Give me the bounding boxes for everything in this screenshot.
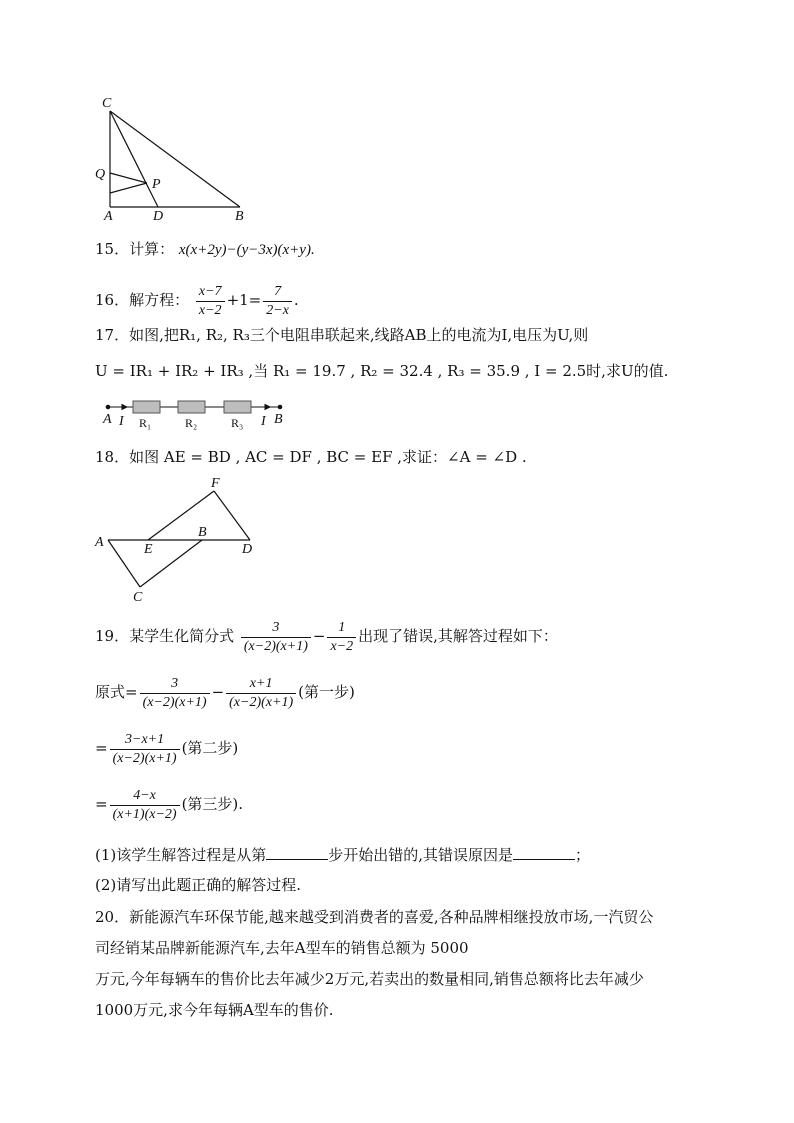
fraction: $\frac{x+1}{(x-2)(x+1)}$ <box>226 675 296 712</box>
question-17-line-1: 17．如图,把R₁, R₂, R₃三个电阻串联起来,线路AB上的电流为I,电压为U,则 <box>95 326 589 344</box>
step-3: = $\frac{4-x}{(x+1)(x-2)}$ (第三步). <box>95 787 244 822</box>
question-number: 20． <box>95 908 130 926</box>
label-D: D <box>153 209 164 224</box>
question-20-line-3: 万元,今年每辆车的售价比去年减少2万元,若卖出的数量相同,销售总额将比去年减少 <box>95 970 644 988</box>
question-15 <box>95 238 315 261</box>
label-I-left: I <box>119 414 124 429</box>
question-number: 16． <box>95 291 130 309</box>
question-20-line-1: 20．新能源汽车环保节能,越来越受到消费者的喜爱,各种品牌相继投放市场,一汽贸公 <box>95 908 654 926</box>
step-2: = $\frac{3-x+1}{(x-2)(x+1)}$ (第二步) <box>95 731 239 766</box>
question-20-line-4: 1000万元,求今年每辆A型车的售价. <box>95 1001 334 1019</box>
question-17-line-2: U = IR₁ + IR₂ + IR₃ ,当 R₁ = 19.7 , R₂ = 32.4 , R₃ = 35.9 , I = 2.5时,求U的值. <box>95 362 669 380</box>
step-1: 原式= $\frac{3}{(x-2)(x+1)}$ − $\frac{x+1}{(x-2)(x+1)}$ (第一步) <box>95 675 355 710</box>
fraction: $\frac{3-x+1}{(x-2)(x+1)}$ <box>110 731 180 768</box>
question-20-line-2: 司经销某品牌新能源汽车,去年A型车的销售总额为 5000 <box>95 939 469 957</box>
resistor-r2 <box>178 401 205 413</box>
question-19: 19．某学生化简分式 $\frac{3}{(x-2)(x+1)}$ − $\frac{1}{x-2}$ 出现了错误,其解答过程如下： <box>95 619 558 654</box>
question-number: 18． <box>95 448 130 466</box>
label-I-right: I <box>261 414 266 429</box>
label-D: D <box>242 542 253 557</box>
label-B: B <box>274 412 283 427</box>
question-lead: 解方程： <box>129 291 190 309</box>
answer-blank-1[interactable] <box>266 845 328 860</box>
circuit-diagram <box>100 395 300 431</box>
resistor-r1 <box>133 401 160 413</box>
label-Q: Q <box>95 167 106 182</box>
fraction: $\frac{x-7}{x-2}$ <box>196 283 225 320</box>
resistor-r3 <box>224 401 251 413</box>
question-number: 15． <box>95 240 130 258</box>
triangles-figure-18 <box>90 473 270 605</box>
label-R2: R₂ <box>185 416 198 430</box>
expression: x(x+2y)−(y−3x)(x+y). <box>178 242 315 258</box>
fraction: $\frac{3}{(x-2)(x+1)}$ <box>140 675 210 712</box>
question-18: 18．如图 AE = BD , AC = DF , BC = EF ,求证：∠A = ∠D . <box>95 448 527 466</box>
label-R3: R₃ <box>231 416 244 430</box>
question-number: 19． <box>95 627 130 645</box>
fraction: $\frac{4-x}{(x+1)(x-2)}$ <box>110 787 180 824</box>
label-B: B <box>198 525 207 540</box>
label-A: A <box>104 209 113 224</box>
question-lead: 计算： <box>129 240 175 258</box>
part-2: (2)请写出此题正确的解答过程. <box>95 876 302 894</box>
answer-blank-2[interactable] <box>513 845 575 860</box>
fraction: $\frac{3}{(x-2)(x+1)}$ <box>241 619 311 656</box>
fraction: $\frac{1}{x-2}$ <box>327 619 356 656</box>
label-C: C <box>102 96 112 111</box>
question-number: 17． <box>95 326 130 344</box>
label-C: C <box>133 590 143 605</box>
label-A: A <box>103 412 112 427</box>
triangle-figure-14 <box>90 90 260 225</box>
fraction: $\frac{7}{2-x}$ <box>263 283 292 320</box>
question-16: 16．解方程： $\frac{x-7}{x-2}$ +1= $\frac{7}{2-x}$ . <box>95 283 299 318</box>
part-1: (1)该学生解答过程是从第 步开始出错的,其错误原因是 ； <box>95 846 591 864</box>
label-F: F <box>211 476 220 491</box>
label-P: P <box>152 177 161 192</box>
label-E: E <box>144 542 153 557</box>
label-R1: R₁ <box>139 416 152 430</box>
label-A: A <box>95 535 104 550</box>
label-B: B <box>235 209 244 224</box>
